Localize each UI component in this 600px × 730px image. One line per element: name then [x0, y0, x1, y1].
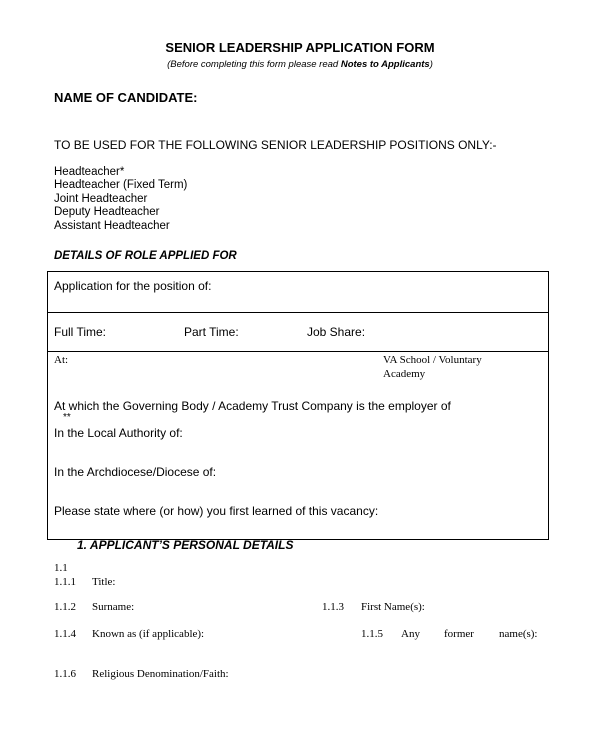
position-item: Assistant Headteacher — [54, 219, 170, 232]
positions-intro: TO BE USED FOR THE FOLLOWING SENIOR LEADERSHIP POSITIONS ONLY:- — [54, 138, 497, 152]
known-as-label: Known as (if applicable): — [92, 628, 205, 640]
form-title: SENIOR LEADERSHIP APPLICATION FORM — [165, 40, 435, 55]
former-names-word: Any — [401, 628, 420, 640]
candidate-name-label: NAME OF CANDIDATE: — [54, 90, 198, 105]
positions-list — [54, 166, 187, 233]
details-role-heading: DETAILS OF ROLE APPLIED FOR — [54, 250, 237, 262]
position-item: Headteacher* — [54, 166, 125, 178]
position-item: Joint Headteacher — [54, 192, 148, 205]
full-time-label: Full Time: — [54, 325, 107, 339]
vacancy-source-label: Please state where (or how) you first learned of this vacancy: — [54, 504, 379, 518]
archdiocese-label: In the Archdiocese/Diocese of: — [54, 465, 217, 479]
religious-denomination-label: Religious Denomination/Faith: — [92, 668, 229, 680]
at-label: At: — [54, 354, 69, 366]
former-names-word: former — [444, 628, 474, 640]
section-number: 1.1.4 — [54, 628, 76, 640]
former-names-word: name(s): — [499, 628, 538, 640]
personal-details-heading: 1. APPLICANT’S PERSONAL DETAILS — [77, 538, 294, 552]
section-number: 1.1.3 — [322, 601, 344, 613]
local-authority-label: In the Local Authority of: — [54, 426, 183, 440]
section-number: 1.1.6 — [54, 668, 76, 680]
title-label: Title: — [92, 576, 116, 588]
section-number: 1.1 — [54, 562, 68, 574]
position-label: Application for the position of: — [54, 279, 212, 293]
position-item: Deputy Headteacher — [54, 206, 160, 219]
part-time-label: Part Time: — [184, 325, 239, 339]
employer-footnote-mark: ** — [63, 412, 71, 423]
va-school-line2: Academy — [383, 368, 426, 380]
section-number: 1.1.5 — [361, 628, 383, 640]
surname-label: Surname: — [92, 601, 135, 613]
notes-to-applicants-link-text: Notes to Applicants — [340, 59, 430, 70]
position-item: Headteacher (Fixed Term) — [54, 179, 188, 192]
contract-type-box[interactable] — [47, 312, 549, 352]
employer-label: At which the Governing Body / Academy Trust Company is the employer of — [54, 399, 451, 413]
job-share-label: Job Share: — [307, 325, 366, 339]
section-number: 1.1.1 — [54, 576, 76, 588]
subtitle-close: ) — [429, 59, 433, 70]
first-name-label: First Name(s): — [361, 601, 425, 613]
va-school-line1: VA School / Voluntary — [383, 354, 482, 366]
subtitle-text: (Before completing this form please read — [167, 59, 339, 70]
form-subtitle — [0, 59, 600, 70]
section-number: 1.1.2 — [54, 601, 76, 613]
